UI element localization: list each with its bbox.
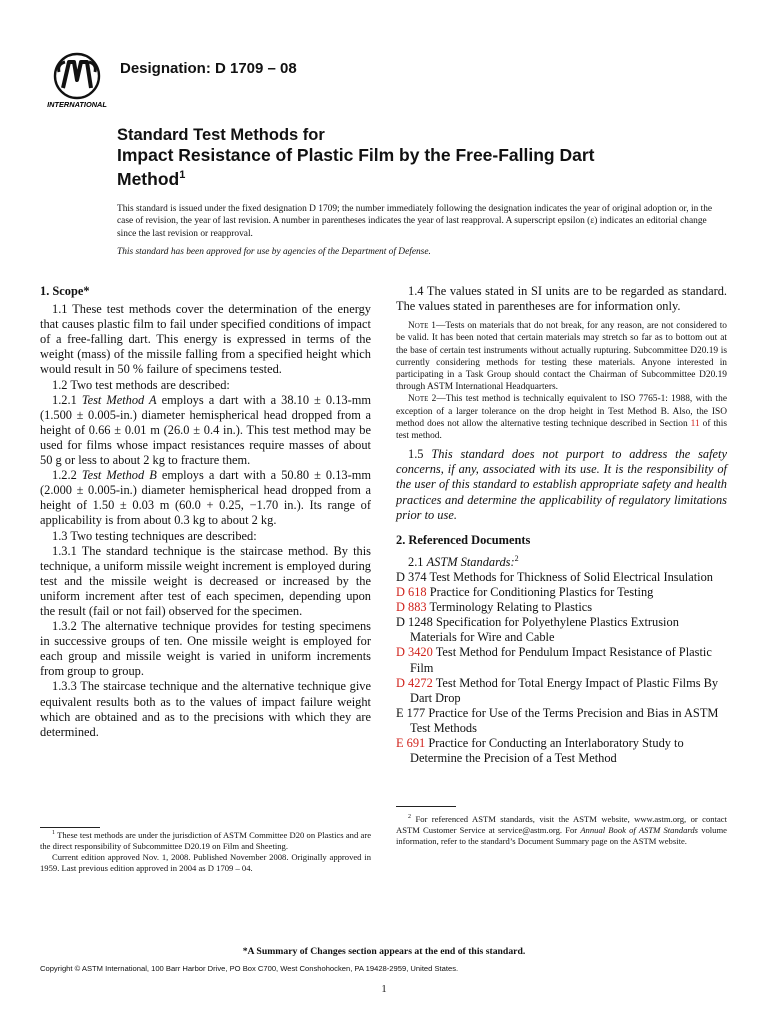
note-2: Note 2—This test method is technically equivalent to ISO 7765-1: 1988, with the exception of a larger tolerance on the drop height in Test Method B. Also, the ISO method does not allow the alternative testing technique described in Section 11 of this test method. bbox=[396, 394, 727, 442]
paragraph-1-5: 1.5 This standard does not purport to address the safety concerns, if any, associated with its use. It is the responsibility of the user of this standard to establish appropriate safety and health practices and determine the applicability of regulatory limitations prior to use. bbox=[396, 447, 727, 522]
copyright-line: Copyright © ASTM International, 100 Barr Harbor Drive, PO Box C700, West Conshohocken, PA 19428-2959, United States. bbox=[40, 964, 459, 973]
paragraph-1-3-2: 1.3.2 The alternative technique provides for testing specimens in successive groups of ten. One missile weight is employed for each group and missile weight is varied in uniform increments from group to group. bbox=[40, 619, 371, 679]
section-heading-scope: 1. Scope* bbox=[40, 284, 90, 298]
title-line-3: Method bbox=[117, 169, 180, 189]
standard-code-link[interactable]: D 4272 bbox=[396, 675, 433, 690]
referenced-standards-list bbox=[396, 570, 727, 766]
referenced-standard-item bbox=[396, 736, 727, 766]
title-footnote-ref[interactable]: 1 bbox=[179, 169, 186, 181]
paragraph-1-3-1: 1.3.1 The standard technique is the staircase method. By this technique, a uniform missile weight increment is employed during test and the missile weight is decreased or increased by the uniform increment after test of each specimen, depending upon the result (fail or not fail) observed for the specimen. bbox=[40, 543, 371, 618]
standard-code: D 374 bbox=[396, 570, 427, 584]
page-number: 1 bbox=[381, 984, 387, 995]
issuance-statement: This standard is issued under the fixed designation D 1709; the number immediately following the designation indicates the year of original adoption or, in the case of revision, the year of last revision. A number in parentheses indicates the year of last reapproval. A superscript epsilon (ε) indicates an editorial change since the last revision or reapproval. bbox=[117, 204, 713, 239]
referenced-standard-item bbox=[396, 585, 727, 600]
standard-code: E 177 bbox=[396, 705, 426, 720]
designation: Designation: D 1709 – 08 bbox=[120, 60, 297, 77]
note-1: Note 1—Tests on materials that do not break, for any reason, are not considered to be valid. It has been noted that certain materials may stretch so far as to bottom out at the base of certain test instruments without actually rupturing. Subcommittee D20.19 is currently considering methods for testing these materials. Anyone interested in participating in a Task Group should contact the Chairman of Subcommittee D20.19 through ASTM International Headquarters. bbox=[396, 321, 727, 393]
astm-logo bbox=[43, 50, 111, 110]
paragraph-1-4: 1.4 The values stated in SI units are to be regarded as standard. The values stated in parentheses are for information only. bbox=[396, 284, 727, 314]
standard-title: Test Methods for Thickness of Solid Electrical Insulation bbox=[429, 570, 714, 584]
referenced-standard-item bbox=[396, 706, 727, 736]
standard-title: Practice for Use of the Terms Precision and Bias in ASTM Test Methods bbox=[410, 705, 719, 735]
left-column bbox=[40, 284, 371, 740]
paragraph-1-3-3: 1.3.3 The staircase technique and the alternative technique give equivalent results both as to the values of impact failure weight which are obtained and as to the precisions with which they are determined. bbox=[40, 679, 371, 739]
standard-title: Practice for Conducting an Interlaboratory Study to Determine the Precision of a Test Method bbox=[410, 736, 684, 766]
right-column bbox=[396, 284, 727, 766]
referenced-standard-item bbox=[396, 570, 727, 585]
standard-code-link[interactable]: D 3420 bbox=[396, 645, 433, 660]
paragraph-1-1: 1.1 These test methods cover the determination of the energy that causes plastic film to fail under specified conditions of impact of a free-falling dart. This energy is expressed in terms of the weight (mass) of the missile falling from a specified height which would result in 50 % failure of specimens tested. bbox=[40, 302, 371, 377]
standard-title: Test Method for Total Energy Impact of Plastic Films By Dart Drop bbox=[410, 675, 719, 705]
footnote-1: $^1$ These test methods are under the jurisdiction of ASTM Committee D20 on Plastics and are the direct responsibility of Subcommittee D20.19 on Film and Sheeting. Current edition approved Nov. 1, 2008. Published November 2008. Originally approved in 1959. Last previous edition approved in 2004 as D 1709 – 04. bbox=[40, 829, 372, 874]
dod-approval-statement: This standard has been approved for use by agencies of the Department of Defense. bbox=[117, 247, 431, 257]
footnote-2: $^2$ For referenced ASTM standards, visit the ASTM website, www.astm.org, or contact ASTM Customer Service at service@astm.org. For Annual Book of ASTM Standards volume information, refer to the standard’s Document Summary page on the ASTM website. bbox=[396, 813, 727, 847]
referenced-standard-item bbox=[396, 645, 727, 675]
paragraph-1-2-1: 1.2.1 Test Method A employs a dart with a 38.10 ± 0.13-mm (1.500 ± 0.005-in.) diameter hemispherical head dropped from a height of 0.66 ± 0.01 m (26.0 ± 0.4 in.). This test method may be used for films whose impact resistances require masses of about 50 g or less to about 2 kg to fracture them. bbox=[40, 392, 371, 468]
title-line-1: Standard Test Methods for bbox=[117, 126, 325, 144]
referenced-standard-item bbox=[396, 600, 727, 615]
referenced-standard-item bbox=[396, 676, 727, 706]
standard-title: Practice for Conditioning Plastics for Testing bbox=[429, 585, 654, 600]
standard-code: D 1248 bbox=[396, 615, 433, 630]
section-11-link[interactable]: 11 bbox=[690, 418, 700, 429]
referenced-standard-item bbox=[396, 615, 727, 645]
paragraph-1-2-2: 1.2.2 Test Method B employs a dart with a 50.80 ± 0.13-mm (2.000 ± 0.005-in.) diameter hemispherical head dropped from a height of 1.50 ± 0.03 m (60.0 + 0.25, −1.70 in.). Its range of applicability is from about 0.3 kg to about 2 kg. bbox=[40, 468, 371, 528]
paragraph-2-1: 2.1 ASTM Standards:$^2$ bbox=[408, 553, 519, 569]
paragraph-1-2: 1.2 Two test methods are described: bbox=[52, 377, 230, 392]
paragraph-1-3: 1.3 Two testing techniques are described: bbox=[52, 528, 257, 543]
footnote-rule-right bbox=[396, 806, 456, 807]
standard-title: Terminology Relating to Plastics bbox=[429, 600, 593, 615]
standard-code-link[interactable]: E 691 bbox=[396, 736, 426, 751]
summary-of-changes-note: *A Summary of Changes section appears at the end of this standard. bbox=[242, 946, 526, 957]
standard-title: Specification for Polyethylene Plastics Extrusion Materials for Wire and Cable bbox=[410, 615, 679, 645]
standard-code-link[interactable]: D 883 bbox=[396, 600, 427, 615]
standard-code-link[interactable]: D 618 bbox=[396, 585, 427, 600]
title-line-2: Impact Resistance of Plastic Film by the Free-Falling Dart bbox=[117, 145, 595, 165]
section-heading-referenced-documents: 2. Referenced Documents bbox=[396, 532, 531, 547]
logo-wordmark: INTERNATIONAL bbox=[47, 100, 107, 109]
document-title bbox=[117, 126, 717, 189]
standard-title: Test Method for Pendulum Impact Resistance of Plastic Film bbox=[410, 645, 712, 675]
